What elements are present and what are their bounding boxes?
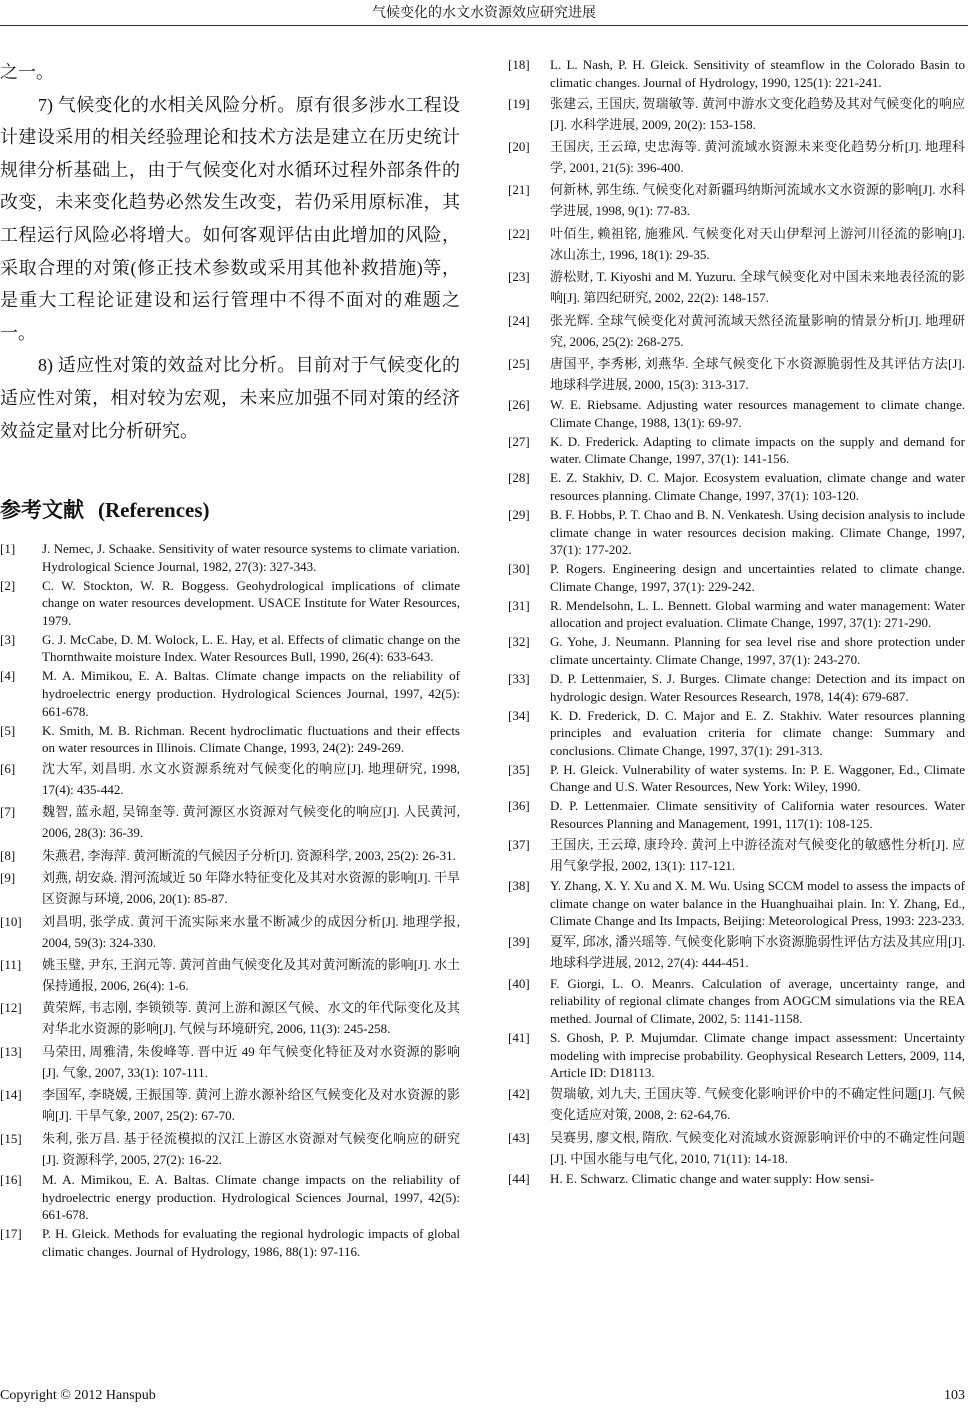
reference-text: K. D. Frederick. Adapting to climate impacts on the supply and demand for water. Climate Change, 1997, 37(1): 141-156. [550,433,965,467]
reference-text: 马荣田, 周雅清, 朱俊峰等. 晋中近 49 年气候变化特征及对水资源的影响[J]. 气象, 2007, 33(1): 107-111. [42,1043,460,1080]
reference-item [0,540,460,575]
reference-text: 叶佰生, 赖祖铭, 施雅风. 气候变化对天山伊犁河上游河川径流的影响[J]. 冰山冻土, 1996, 18(1): 29-35. [550,225,965,262]
reference-item [508,707,965,760]
reference-text: L. L. Nash, P. H. Gleick. Sensitivity of steamflow in the Colorado Basin to climatic changes. Journal of Hydrology, 1990, 125(1): 221-241. [550,57,965,90]
reference-item [508,834,965,876]
reference-item [508,975,965,1028]
reference-text: H. E. Schwarz. Climatic change and water supply: How sensi- [550,1170,875,1186]
reference-number: [35] [508,761,530,777]
reference-item [508,1127,965,1169]
reference-item [508,353,965,395]
reference-text: M. A. Mimikou, E. A. Baltas. Climate change impacts on the reliability of hydroelectric energy production. Hydrological Sciences Journal, 1997, 42(5): 661-678. [42,668,460,719]
reference-item [508,560,965,595]
reference-item [0,577,460,630]
reference-text: M. A. Mimikou, E. A. Baltas. Climate change impacts on the reliability of hydroelectric energy production. Hydrological Sciences Journal, 1997, 42(5): 661-678. [42,1171,460,1223]
reference-text: F. Giorgi, L. O. Meanrs. Calculation of average, uncertainty range, and reliability of regional climate changes from AOGCM simulations via the REA methed. Journal of Climate, 2002, 5: 1141-1158. [550,975,965,1026]
reference-item [0,845,460,866]
references-heading [0,494,210,524]
reference-item [508,310,965,352]
reference-item [508,93,965,135]
reference-number: [5] [0,722,16,738]
reference-item [508,761,965,796]
reference-number: [15] [0,1130,22,1146]
reference-number: [44] [508,1170,530,1186]
reference-item [508,396,965,431]
reference-number: [10] [0,913,22,929]
reference-text: 魏智, 蓝永超, 吴锦奎等. 黄河源区水资源对气候变化的响应[J]. 人民黄河, 2006, 28(3): 36-39. [42,804,460,841]
reference-text: 贺瑞敏, 刘九夫, 王国庆等. 气候变化影响评价中的不确定性问题[J]. 气候变化适应对策, 2008, 2: 62-64,76. [550,1086,965,1123]
reference-number: [23] [508,269,530,285]
reference-item [508,931,965,973]
reference-number: [11] [0,957,22,973]
reference-number: [19] [508,95,530,111]
reference-text: 姚玉璧, 尹东, 王润元等. 黄河首曲气候变化及其对黄河断流的影响[J]. 水土保持通报, 2006, 26(4): 1-6. [42,957,460,994]
reference-number: [20] [508,138,530,154]
reference-number: [32] [508,634,530,650]
reference-text: J. Nemec, J. Schaake. Sensitivity of water resource systems to climate variation. Hydrological Science Journal, 1982, 27(3): 327-343. [42,541,460,574]
reference-text: 朱燕君, 李海萍. 黄河断流的气候因子分析[J]. 资源科学, 2003, 25(2): 26-31. [42,847,456,863]
reference-item [0,954,460,996]
reference-text: 刘昌明, 张学成. 黄河干流实际来水量不断减少的成因分析[J]. 地理学报, 2004, 59(3): 324-330. [42,913,460,950]
header-rule [0,25,968,26]
reference-number: [1] [0,541,16,556]
reference-list-left [0,540,460,1262]
reference-number: [14] [0,1087,22,1103]
reference-number: [6] [0,761,16,777]
reference-text: 黄荣辉, 韦志刚, 李锁锁等. 黄河上游和源区气候、水文的年代际变化及其对华北水资源的影响[J]. 气候与环境研究, 2006, 11(3): 245-258. [42,1000,460,1037]
reference-item [508,877,965,930]
reference-text: E. Z. Stakhiv, D. C. Major. Ecosystem evaluation, climate change and water resources planning. Climate Change, 1997, 37(1): 103-120. [550,470,965,504]
reference-text: 沈大军, 刘昌明. 水文水资源系统对气候变化的响应[J]. 地理研究, 1998, 17(4): 435-442. [42,761,460,798]
reference-text: P. H. Gleick. Methods for evaluating the regional hydrologic impacts of global climatic changes. Journal of Hydrology, 1986, 88(1): 97-116. [42,1226,460,1259]
reference-number: [42] [508,1086,530,1102]
reference-item [0,1041,460,1083]
reference-item [508,670,965,705]
reference-text: 唐国平, 李秀彬, 刘燕华. 全球气候变化下水资源脆弱性及其评估方法[J]. 地球科学进展, 2000, 15(3): 313-317. [550,355,965,392]
paragraph: 7) 气候变化的水相关风险分析。原有很多涉水工程设计建设采用的相关经验理论和技术方法是建立在历史统计规律分析基础上，由于气候变化对水循环过程外部条件的改变，未来变化趋势必然发生改变，若仍采用原标准，其工程运行风险必将增大。如何客观评估由此增加的风险，采取合理的对策(修正技术参数或采用其他补救措施)等，是重大工程论证建设和运行管理中不得不面对的难题之一。 [0,94,460,343]
reference-number: [22] [508,225,530,241]
reference-number: [31] [508,597,530,613]
reference-number: [36] [508,798,530,814]
reference-text: P. Rogers. Engineering design and uncertainties related to climate change. Climate Change, 1997, 37(1): 229-242. [550,561,965,594]
reference-item [508,266,965,308]
reference-text: Y. Zhang, X. Y. Xu and X. M. Wu. Using SCCM model to assess the impacts of climate change on water balance in the Huanghuaihai plain. In: Y. Zhang, Ed., Climate Change and Its Impacts, Beijing: Meteorological Press, 1993: 223-233. [550,878,965,929]
reference-number: [30] [508,561,530,577]
reference-number: [33] [508,670,530,686]
copyright: Copyright © 2012 Hanspub [0,1388,156,1403]
reference-item [0,801,460,843]
reference-number: [3] [0,631,16,647]
reference-item [508,56,965,91]
reference-text: S. Ghosh, P. P. Mujumdar. Climate change impact assessment: Uncertainty modeling with imprecise probability. Geophysical Research Letters, 2009, 114, Article ID: D18113. [550,1029,965,1081]
reference-text: 朱利, 张万昌. 基于径流模拟的汉江上游区水资源对气候变化响应的研究[J]. 资源科学, 2005, 27(2): 16-22. [42,1130,460,1167]
reference-number: [24] [508,312,530,328]
reference-item [0,631,460,666]
reference-text: D. P. Lettenmaier, S. J. Burges. Climate change: Detection and its impact on hydrologic design. Water Resources Research, 1978, 14(4): 679-687. [550,670,965,704]
reference-item [0,1084,460,1126]
reference-item [508,433,965,468]
reference-item [508,506,965,559]
reference-number: [8] [0,847,16,863]
reference-text: 夏军, 邱冰, 潘兴瑶等. 气候变化影响下水资源脆弱性评估方法及其应用[J]. 地球科学进展, 2012, 27(4): 444-451. [550,934,965,971]
reference-number: [28] [508,470,530,486]
reference-text: 游松财, T. Kiyoshi and M. Yuzuru. 全球气候变化对中国未来地表径流的影响[J]. 第四纪研究, 2002, 22(2): 148-157. [550,269,965,306]
reference-item [508,469,965,504]
reference-number: [29] [508,507,530,523]
reference-item [508,179,965,221]
page-number: 103 [944,1388,965,1403]
reference-text: C. W. Stockton, W. R. Boggess. Geohydrological implications of climate change on water resources development. USACE Institute for Water Resources, 1979. [42,577,460,628]
reference-number: [21] [508,182,530,198]
references-heading-cn: 参考文献 [0,498,84,522]
reference-item [0,911,460,953]
reference-number: [26] [508,397,530,413]
reference-item [0,722,460,757]
reference-text: 刘燕, 胡安焱. 渭河流域近 50 年降水特征变化及其对水资源的影响[J]. 干旱区资源与环境, 2006, 20(1): 85-87. [42,870,460,907]
reference-item [508,1029,965,1082]
reference-item [508,1083,965,1125]
reference-number: [4] [0,668,16,684]
reference-item [508,597,965,632]
reference-item [0,1171,460,1224]
reference-item [508,136,965,178]
reference-text: 吴赛男, 廖文根, 隋欣. 气候变化对流域水资源影响评价中的不确定性问题[J]. 中国水能与电气化, 2010, 71(11): 14-18. [550,1129,965,1166]
reference-text: 张建云, 王国庆, 贺瑞敏等. 黄河中游水文变化趋势及其对气候变化的响应[J]. 水科学进展, 2009, 20(2): 153-158. [550,95,965,132]
reference-number: [38] [508,878,530,894]
reference-text: 李国军, 李晓媛, 王振国等. 黄河上游水源补给区气候变化及对水资源的影响[J]. 干旱气象, 2007, 25(2): 67-70. [42,1087,460,1124]
reference-item [508,1170,965,1188]
reference-number: [12] [0,1000,22,1016]
reference-item [508,633,965,668]
reference-number: [25] [508,355,530,371]
reference-item [0,867,460,909]
reference-item [508,223,965,265]
reference-number: [34] [508,707,530,723]
reference-text: K. Smith, M. B. Richman. Recent hydroclimatic fluctuations and their effects on water resources in Illinois. Climate Change, 1993, 24(2): 249-269. [42,722,460,756]
reference-text: 张光辉. 全球气候变化对黄河流域天然径流量影响的情景分析[J]. 地理研究, 2006, 25(2): 268-275. [550,312,965,349]
reference-number: [17] [0,1226,22,1242]
reference-number: [43] [508,1129,530,1145]
reference-text: 何新林, 郭生练. 气候变化对新疆玛纳斯河流域水文水资源的影响[J]. 水科学进展, 1998, 9(1): 77-83. [550,182,965,219]
reference-text: 王国庆, 王云璋, 史忠海等. 黄河流域水资源未来变化趋势分析[J]. 地理科学, 2001, 21(5): 396-400. [550,138,965,175]
paragraph: 8) 适应性对策的效益对比分析。目前对于气候变化的适应性对策，相对较为宏观，未来应加强不同对策的经济效益定量对比分析研究。 [0,355,460,441]
reference-number: [40] [508,975,530,991]
references-heading-en: (References) [98,498,210,522]
body-text [0,56,460,447]
reference-item [0,997,460,1039]
reference-text: 王国庆, 王云璋, 康玲玲. 黄河上中游径流对气候变化的敏感性分析[J]. 应用气象学报, 2002, 13(1): 117-121. [550,836,965,873]
reference-text: D. P. Lettenmaier. Climate sensitivity of California water resources. Water Resources Planning and Management, 1991, 117(1): 108-125. [550,798,965,831]
reference-number: [37] [508,836,530,852]
reference-number: [39] [508,934,530,950]
reference-text: R. Mendelsohn, L. L. Bennett. Global warming and water management: Water allocation and project evaluation. Climate Change, 1997, 37(1): 271-290. [550,597,965,631]
reference-item [0,1128,460,1170]
reference-text: B. F. Hobbs, P. T. Chao and B. N. Venkatesh. Using decision analysis to include climate change in water resources decision making. Climate Change, 1997, 37(1): 177-202. [550,507,965,558]
running-title: 气候变化的水文水资源效应研究进展 [372,6,596,21]
reference-number: [13] [0,1043,22,1059]
paragraph: 之一。 [0,62,54,82]
reference-number: [16] [0,1171,22,1187]
reference-number: [18] [508,57,530,72]
reference-number: [27] [508,433,530,449]
reference-text: G. J. McCabe, D. M. Wolock, L. E. Hay, et al. Effects of climatic change on the Thornthwaite moisture Index. Water Resources Bull, 1990, 26(4): 633-643. [42,631,460,665]
reference-number: [9] [0,870,16,886]
reference-item [508,797,965,832]
reference-item [0,667,460,720]
reference-number: [2] [0,577,16,593]
reference-list-right [508,56,965,1189]
reference-text: W. E. Riebsame. Adjusting water resources management to climate change. Climate Change, 1988, 13(1): 69-97. [550,397,965,430]
reference-item [0,1225,460,1260]
reference-item [0,758,460,800]
reference-number: [41] [508,1029,530,1045]
reference-number: [7] [0,804,16,820]
reference-text: P. H. Gleick. Vulnerability of water systems. In: P. E. Waggoner, Ed., Climate Change and U.S. Water Resources, New York: Wiley, 1990. [550,761,965,795]
reference-text: K. D. Frederick, D. C. Major and E. Z. Stakhiv. Water resources planning principles and evaluation criteria for climate change: Summary and conclusions. Climate Change, 1997, 37(1): 291-313. [550,707,965,758]
reference-text: G. Yohe, J. Neumann. Planning for sea level rise and shore protection under climate uncertainty. Climate Change, 1997, 37(1): 243-270. [550,634,965,667]
